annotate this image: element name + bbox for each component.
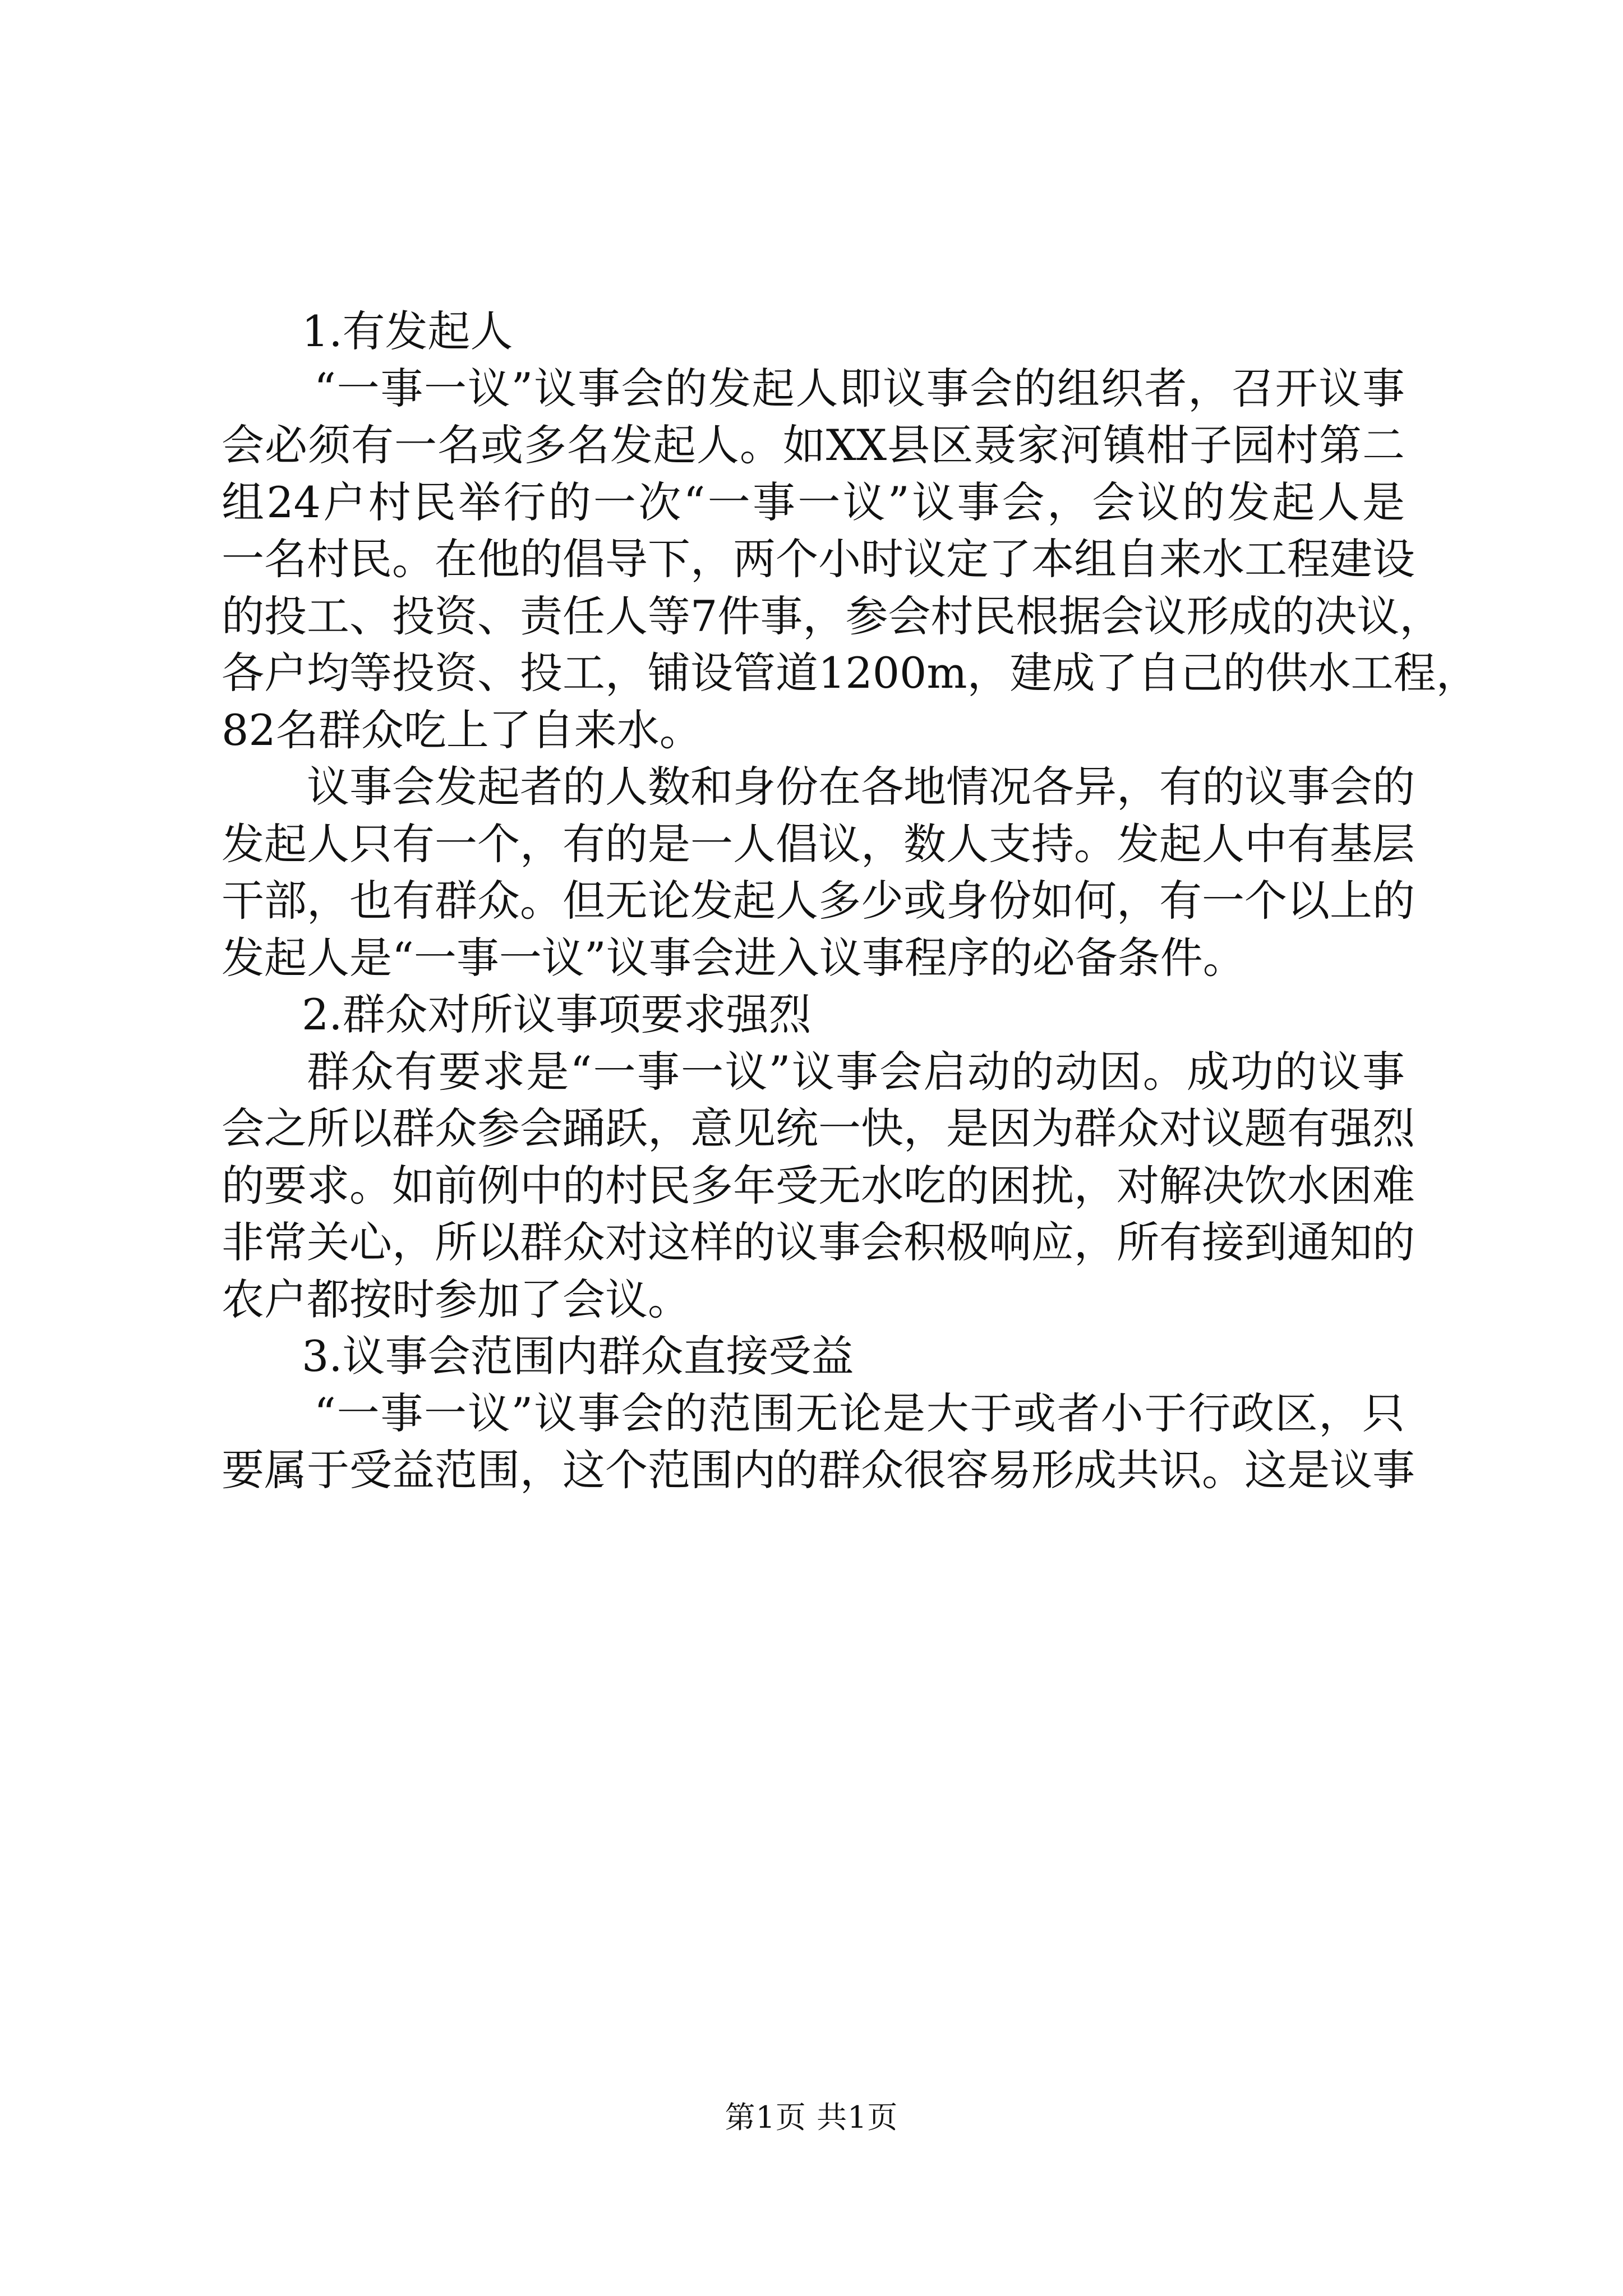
section-heading-3: 3.议事会范围内群众直接受益 [302, 1331, 854, 1381]
document-body [222, 303, 1479, 1499]
paragraph-line: 发起人是“一事一议”议事会进入议事程序的必备条件。 [222, 932, 1246, 983]
page-number-label: 第1页 共1页 [725, 2100, 898, 2135]
paragraph-line: 干部，也有群众。但无论发起人多少或身份如何，有一个以上的 [222, 876, 1415, 926]
paragraph-line: 的要求。如前例中的村民多年受无水吃的困扰，对解决饮水困难 [222, 1160, 1415, 1211]
paragraph-line: 农户都按时参加了会议。 [222, 1274, 690, 1324]
paragraph-line: 的投工、投资、责任人等7件事，参会村民根据会议形成的决议， [222, 591, 1442, 641]
paragraph-line: 一名村民。在他的倡导下，两个小时议定了本组自来水工程建设 [222, 534, 1415, 584]
paragraph-line: 发起人只有一个，有的是一人倡议，数人支持。发起人中有基层 [222, 818, 1415, 869]
paragraph-line: 要属于受益范围，这个范围内的群众很容易形成共识。这是议事 [222, 1445, 1415, 1495]
paragraph-line: 非常关心，所以群众对这样的议事会积极响应，所有接到通知的 [222, 1217, 1415, 1267]
paragraph-line: 82名群众吃上了自来水。 [222, 705, 702, 755]
paragraph-line: 组24户村民举行的一次“一事一议”议事会，会议的发起人是 [222, 477, 1405, 527]
page-footer [0, 2095, 1623, 2140]
paragraph-line: 会之所以群众参会踊跃，意见统一快，是因为群众对议题有强烈 [222, 1103, 1415, 1153]
section-heading-1: 1.有发起人 [302, 306, 513, 356]
paragraph-line: “一事一议”议事会的发起人即议事会的组织者，召开议事 [314, 363, 1405, 413]
paragraph-line: 各户均等投资、投工，铺设管道1200m，建成了自己的供水工程， [222, 648, 1479, 698]
paragraph-line: 群众有要求是“一事一议”议事会启动的动因。成功的议事 [307, 1046, 1405, 1097]
paragraph-line: “一事一议”议事会的范围无论是大于或者小于行政区，只 [314, 1388, 1405, 1438]
paragraph-line: 议事会发起者的人数和身份在各地情况各异，有的议事会的 [307, 762, 1415, 812]
paragraph-line: 会必须有一名或多名发起人。如XX县区聂家河镇柑子园村第二 [222, 420, 1405, 470]
section-heading-2: 2.群众对所议事项要求强烈 [302, 990, 811, 1039]
